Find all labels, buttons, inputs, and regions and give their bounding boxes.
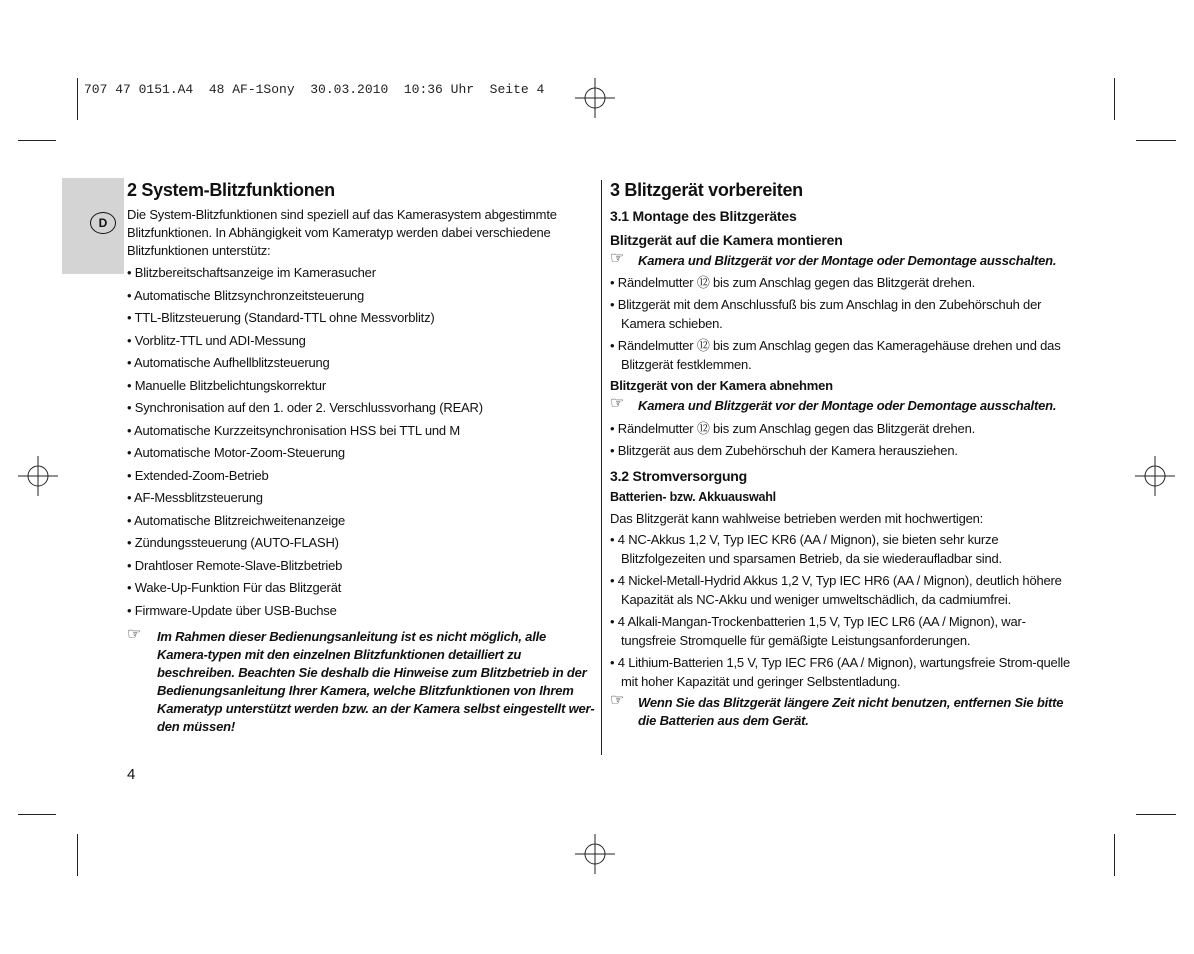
list-item: • Automatische Kurzzeitsynchronisation HSS bei TTL und M: [127, 422, 460, 438]
crop-mark: [18, 140, 56, 141]
list-item: • Blitzgerät mit dem Anschlussfuß bis zum Anschlag in den Zubehörschuh der Kamera schieben.: [610, 297, 1042, 331]
registration-mark-icon: [575, 78, 615, 118]
subheading: Batterien- bzw. Akkuauswahl: [610, 490, 776, 504]
list-item: • Drahtloser Remote-Slave-Blitzbetrieb: [127, 557, 343, 573]
page-number: 4: [127, 766, 136, 783]
battery-list: [610, 530, 1080, 691]
list-item: • Rändelmutter ⑫ bis zum Anschlag gegen das Blitzgerät drehen.: [610, 421, 976, 436]
crop-mark: [1114, 78, 1115, 120]
list-item: • AF-Messblitzsteuerung: [127, 490, 263, 505]
list-item: • 4 Nickel-Metall-Hydrid Akkus 1,2 V, Typ IEC HR6 (AA / Mignon), deutlich höhere Kapazität als NC-Akku und weniger umweltschädlich, da cadmiumfrei.: [610, 573, 1062, 607]
note-text: Kamera und Blitzgerät vor der Montage oder Demontage ausschalten.: [638, 398, 1057, 413]
left-column: [127, 178, 597, 742]
section-title: 3 Blitzgerät vorbereiten: [610, 180, 803, 200]
list-item: • 4 Alkali-Mangan-Trockenbatterien 1,5 V, Typ IEC LR6 (AA / Mignon), war-tungsfreie Stromquelle für gemäßigte Leistungsanforderungen.: [610, 614, 1026, 648]
mount-steps: [610, 273, 1080, 374]
crop-mark: [1136, 814, 1176, 815]
crop-mark: [1114, 834, 1115, 876]
section-title: 2 System-Blitzfunktionen: [127, 180, 335, 200]
list-item: • Firmware-Update über USB-Buchse: [127, 602, 337, 618]
list-item: • 4 NC-Akkus 1,2 V, Typ IEC KR6 (AA / Mignon), sie bieten sehr kurze Blitzfolgezeiten und sparsamen Betrieb, da sie wiederaufladbar sind.: [610, 532, 1002, 566]
note: [610, 694, 1080, 730]
note: [610, 252, 1080, 270]
registration-mark-icon: [1135, 456, 1175, 496]
crop-mark: [77, 78, 78, 120]
list-item: • Automatische Motor-Zoom-Steuerung: [127, 445, 345, 460]
pointing-hand-icon: ☞: [127, 626, 142, 643]
list-item: • Rändelmutter ⑫ bis zum Anschlag gegen das Kameragehäuse drehen und das Blitzgerät festklemmen.: [610, 338, 1061, 372]
list-item: • TTL-Blitzsteuerung (Standard-TTL ohne Messvorblitz): [127, 310, 435, 325]
note-text: Kamera und Blitzgerät vor der Montage oder Demontage ausschalten.: [638, 253, 1057, 268]
remove-steps: [610, 419, 1080, 460]
note: [127, 628, 597, 736]
list-item: • Wake-Up-Funktion Für das Blitzgerät: [127, 580, 342, 595]
right-column: [610, 178, 1080, 736]
language-badge: D: [90, 212, 116, 234]
pointing-hand-icon: ☞: [610, 250, 625, 267]
list-item: • Synchronisation auf den 1. oder 2. Verschlussvorhang (REAR): [127, 400, 483, 415]
crop-mark: [18, 814, 56, 815]
list-item: • Blitzgerät aus dem Zubehörschuh der Kamera herausziehen.: [610, 443, 958, 458]
subsection-title: 3.1 Montage des Blitzgerätes: [610, 208, 797, 224]
list-item: • Zündungssteuerung (AUTO-FLASH): [127, 535, 339, 550]
crop-mark: [77, 834, 78, 876]
crop-mark: [1136, 140, 1176, 141]
pointing-hand-icon: ☞: [610, 692, 625, 709]
list-item: • Automatische Blitzreichweitenanzeige: [127, 512, 346, 528]
list-item: • 4 Lithium-Batterien 1,5 V, Typ IEC FR6 (AA / Mignon), wartungsfreie Strom-quelle mit hoher Kapazität und geringer Selbstentladung.: [610, 655, 1070, 689]
list-item: • Blitzbereitschaftsanzeige im Kamerasucher: [127, 265, 376, 280]
list-item: • Extended-Zoom-Betrieb: [127, 467, 269, 483]
registration-mark-icon: [18, 456, 58, 496]
column-divider: [601, 180, 602, 755]
subheading: Blitzgerät von der Kamera abnehmen: [610, 378, 833, 393]
list-item: • Automatische Aufhellblitzsteuerung: [127, 355, 330, 370]
battery-intro: Das Blitzgerät kann wahlweise betrieben werden mit hochwertigen:: [610, 511, 984, 526]
note-text: Wenn Sie das Blitzgerät längere Zeit nicht benutzen, entfernen Sie bitte die Batterien aus dem Gerät.: [638, 695, 1064, 728]
list-item: • Rändelmutter ⑫ bis zum Anschlag gegen das Blitzgerät drehen.: [610, 275, 976, 290]
print-slug-line: 707 47 0151.A4 48 AF-1Sony 30.03.2010 10:36 Uhr Seite 4: [84, 82, 545, 97]
list-item: • Manuelle Blitzbelichtungskorrektur: [127, 377, 326, 393]
list-item: • Automatische Blitzsynchronzeitsteuerung: [127, 287, 364, 303]
note: [610, 397, 1080, 415]
intro-text: Die System-Blitzfunktionen sind speziell auf das Kamerasystem abgestimmte Blitzfunktionen. In Abhängigkeit vom Kameratyp werden dabei verschiedene Blitzfunktionen unterstütz:: [127, 207, 557, 258]
list-item: • Vorblitz-TTL und ADI-Messung: [127, 332, 306, 348]
subheading: Blitzgerät auf die Kamera montieren: [610, 232, 843, 248]
subsection-title: 3.2 Stromversorgung: [610, 468, 748, 484]
pointing-hand-icon: ☞: [610, 395, 625, 412]
function-list: [127, 262, 597, 622]
registration-mark-icon: [575, 834, 615, 874]
note-text: Im Rahmen dieser Bedienungsanleitung ist es nicht möglich, alle Kamera-typen mit den einzelnen Blitzfunktionen detailliert zu beschreiben. Beachten Sie deshalb die Hinweise zum Blitzbetrieb in der Bedienungsanleitung Ihrer Kamera, welche Blitzfunktionen von Ihrem Kameratyp unterstützt werden bzw. an der Kamera selbst eingestellt wer-den müssen!: [157, 629, 595, 734]
